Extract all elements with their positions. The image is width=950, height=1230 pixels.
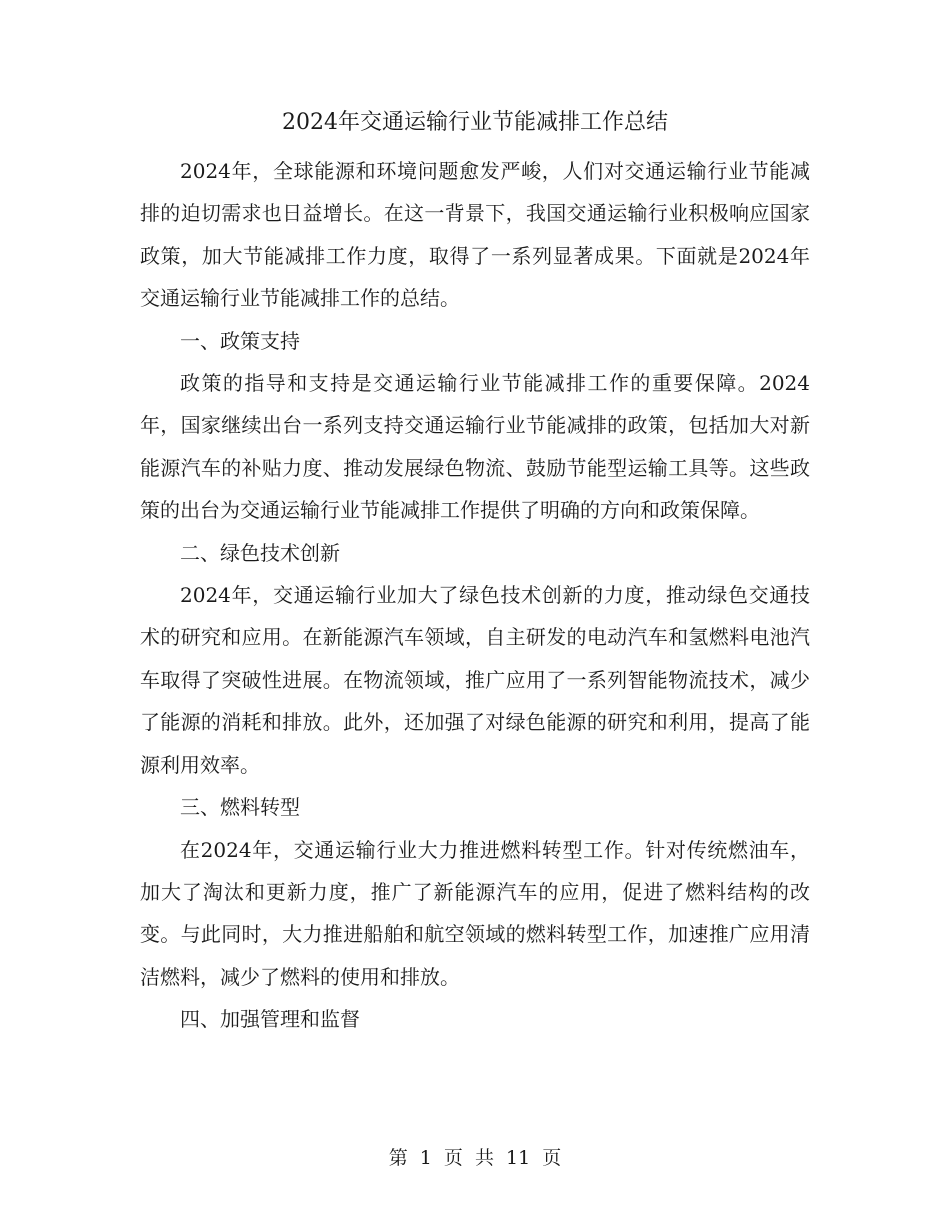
page-number: 第 1 页 共 11 页: [388, 1147, 562, 1169]
section-text-green-tech: 2024年，交通运输行业加大了绿色技术创新的力度，推动绿色交通技术的研究和应用。在新能源汽车领域，自主研发的电动汽车和氢燃料电池汽车取得了突破性进展。在物流领域，推广应用了一系列智能物流技术，减少了能源的消耗和排放。此外，还加强了对绿色能源的研究和利用，提高了能源利用效率。: [140, 583, 810, 777]
document-title: 2024年交通运输行业节能减排工作总结: [282, 110, 668, 135]
section-text-fuel: 在2024年，交通运输行业大力推进燃料转型工作。针对传统燃油车，加大了淘汰和更新力度，推广了新能源汽车的应用，促进了燃料结构的改变。与此同时，大力推进船舶和航空领域的燃料转型工作，加速推广应用清洁燃料，减少了燃料的使用和排放。: [140, 837, 810, 989]
section-heading-green-tech: 二、绿色技术创新: [180, 540, 340, 565]
intro-paragraph: 2024年，全球能源和环境问题愈发严峻，人们对交通运输行业节能减排的迫切需求也日益增长。在这一背景下，我国交通运输行业积极响应国家政策，加大节能减排工作力度，取得了一系列显著成果。下面就是2024年交通运输行业节能减排工作的总结。: [140, 159, 810, 311]
document-body: [140, 150, 810, 1041]
section-text-policy: 政策的指导和支持是交通运输行业节能减排工作的重要保障。2024年，国家继续出台一系列支持交通运输行业节能减排的政策，包括加大对新能源汽车的补贴力度、推动发展绿色物流、鼓励节能型运输工具等。这些政策的出台为交通运输行业节能减排工作提供了明确的方向和政策保障。: [140, 371, 810, 523]
section-heading-policy: 一、政策支持: [180, 328, 300, 353]
section-heading-fuel: 三、燃料转型: [180, 795, 300, 820]
section-heading-management: 四、加强管理和监督: [180, 1007, 360, 1032]
